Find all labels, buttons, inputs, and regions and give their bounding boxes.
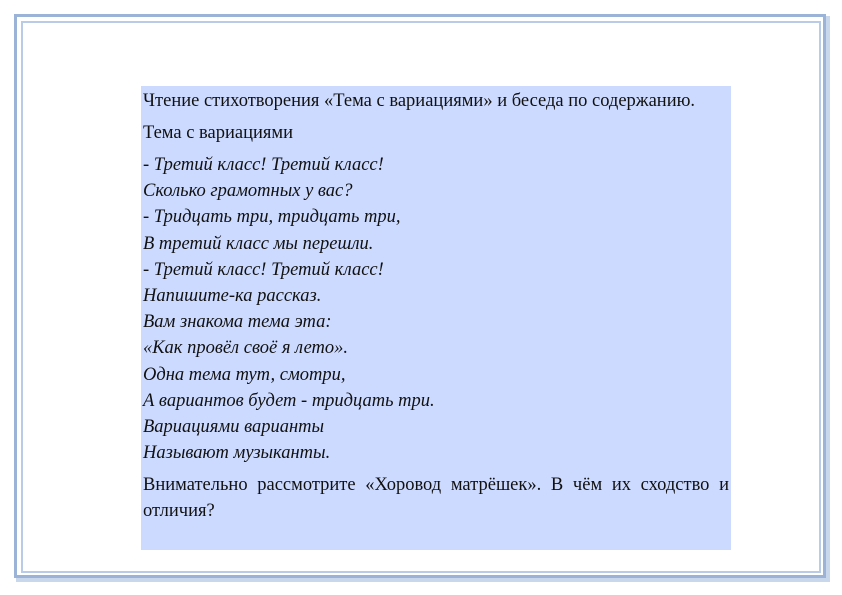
task-paragraph: Внимательно рассмотрите «Хоровод матрёшек». В чём их сходство и отличия? xyxy=(143,475,729,522)
poem-line: Вам знакома тема эта: xyxy=(143,312,332,333)
poem-line: Вариациями варианты xyxy=(143,417,325,438)
intro-paragraph: Чтение стихотворения «Тема с вариациями» и беседа по содержанию. xyxy=(143,91,696,111)
frame-shadow xyxy=(16,578,830,582)
poem xyxy=(143,152,729,466)
poem-line: Одна тема тут, смотри, xyxy=(143,364,346,385)
poem-line: - Третий класс! Третий класс! xyxy=(143,155,384,175)
poem-title: Тема с вариациями xyxy=(143,123,294,143)
poem-line: - Третий класс! Третий класс! xyxy=(143,259,384,280)
poem-line: Называют музыканты. xyxy=(143,443,331,464)
poem-line: Сколько грамотных у вас? xyxy=(143,181,353,202)
poem-line: А вариантов будет - тридцать три. xyxy=(143,390,435,411)
poem-line: В третий класс мы перешли. xyxy=(143,233,374,254)
poem-line: Напишите-ка рассказ. xyxy=(143,286,322,307)
poem-line: «Как провёл своё я лето». xyxy=(143,338,349,359)
poem-line: - Тридцать три, тридцать три, xyxy=(143,207,401,228)
text-block xyxy=(141,86,731,550)
frame-shadow xyxy=(826,16,830,580)
